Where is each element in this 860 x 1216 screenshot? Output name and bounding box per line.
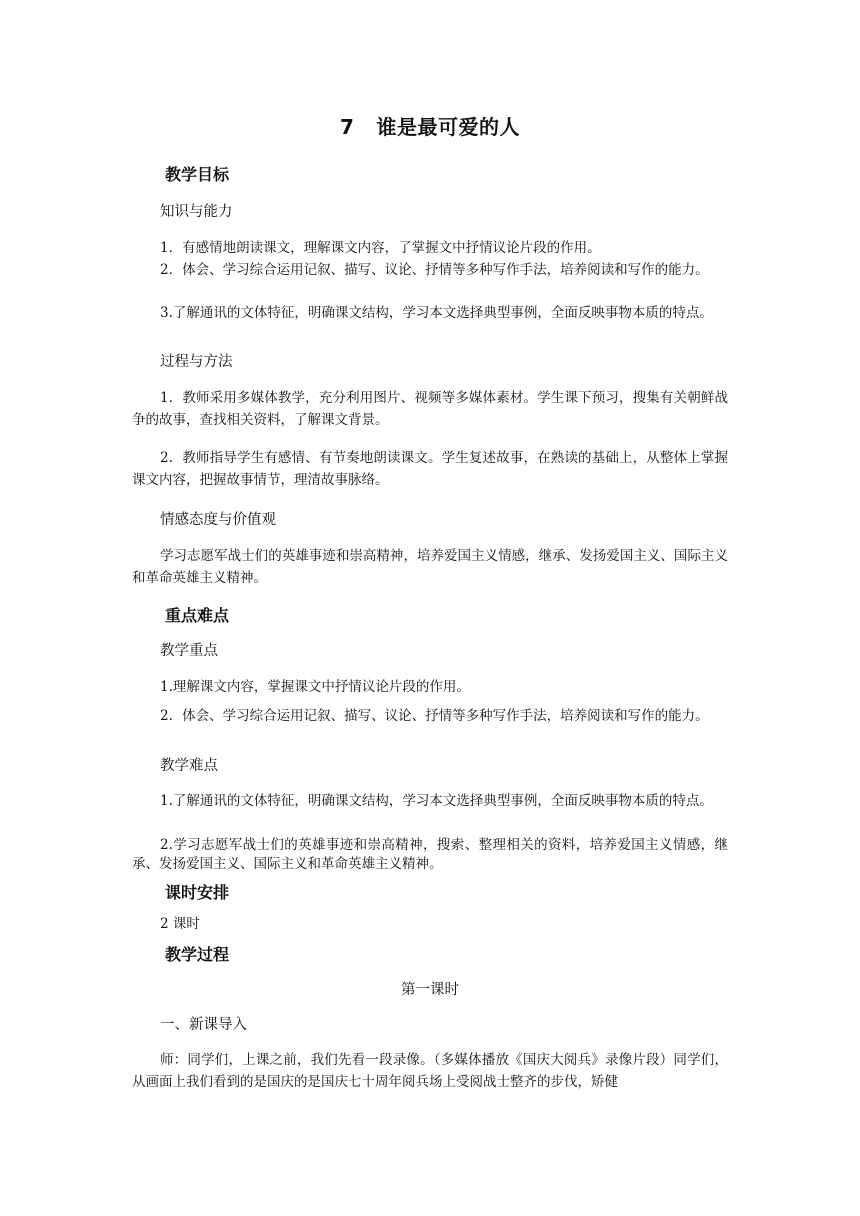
- paragraph: 学习志愿军战士们的英雄事迹和崇高精神，培养爱国主义情感，继承、发扬爱国主义、国际主义和革命英雄主义精神。: [132, 548, 728, 586]
- paragraph: 3.了解通讯的文体特征，明确课文结构，学习本文选择典型事例，全面反映事物本质的特点。: [160, 305, 713, 321]
- lesson-title: 谁是最可爱的人: [376, 115, 520, 139]
- paragraph: 1.理解课文内容，掌握课文中抒情议论片段的作用。: [160, 679, 470, 695]
- lesson-number: 7: [340, 115, 355, 139]
- paragraph: 1.了解通讯的文体特征，明确课文结构，学习本文选择典型事例，全面反映事物本质的特点。: [160, 793, 713, 809]
- heading-schedule: 课时安排: [165, 883, 230, 902]
- subheading-process: 过程与方法: [160, 354, 233, 370]
- paragraph: 2 课时: [160, 916, 200, 932]
- paragraph: 2.学习志愿军战士们的英雄事迹和崇高精神，搜索、整理相关的资料，培养爱国主义情感，继承、发扬爱国主义、国际主义和革命英雄主义精神。: [132, 837, 728, 872]
- subheading-key: 教学重点: [160, 643, 218, 659]
- subheading-knowledge: 知识与能力: [160, 204, 233, 220]
- paragraph: 2．体会、学习综合运用记叙、描写、议论、抒情等多种写作手法，培养阅读和写作的能力。: [160, 708, 709, 724]
- subheading-difficult: 教学难点: [160, 758, 218, 774]
- heading-process: 教学过程: [165, 945, 230, 964]
- paragraph: 2．教师指导学生有感情、有节奏地朗读课文。学生复述故事，在熟读的基础上，从整体上掌握课文内容，把握故事情节，理清故事脉络。: [132, 450, 728, 488]
- subheading-intro: 一、新课导入: [160, 1017, 247, 1033]
- paragraph: 师：同学们，上课之前，我们先看一段录像。（多媒体播放《国庆大阅兵》录像片段）同学们，从画面上我们看到的是国庆的是国庆七十周年阅兵场上受阅战士整齐的步伐，矫健: [132, 1052, 728, 1090]
- paragraph: 1．教师采用多媒体教学，充分利用图片、视频等多媒体素材。学生课下预习，搜集有关朝鲜战争的故事，查找相关资料，了解课文背景。: [132, 390, 728, 428]
- paragraph: 2．体会、学习综合运用记叙、描写、议论、抒情等多种写作手法，培养阅读和写作的能力。: [160, 262, 709, 278]
- page-title: [0, 113, 860, 141]
- heading-key-points: 重点难点: [165, 606, 230, 625]
- heading-teaching-goals: 教学目标: [165, 165, 230, 184]
- lesson-heading: 第一课时: [401, 982, 459, 998]
- paragraph: 1．有感情地朗读课文，理解课文内容，了掌握文中抒情议论片段的作用。: [160, 240, 601, 256]
- subheading-emotion: 情感态度与价值观: [160, 512, 276, 528]
